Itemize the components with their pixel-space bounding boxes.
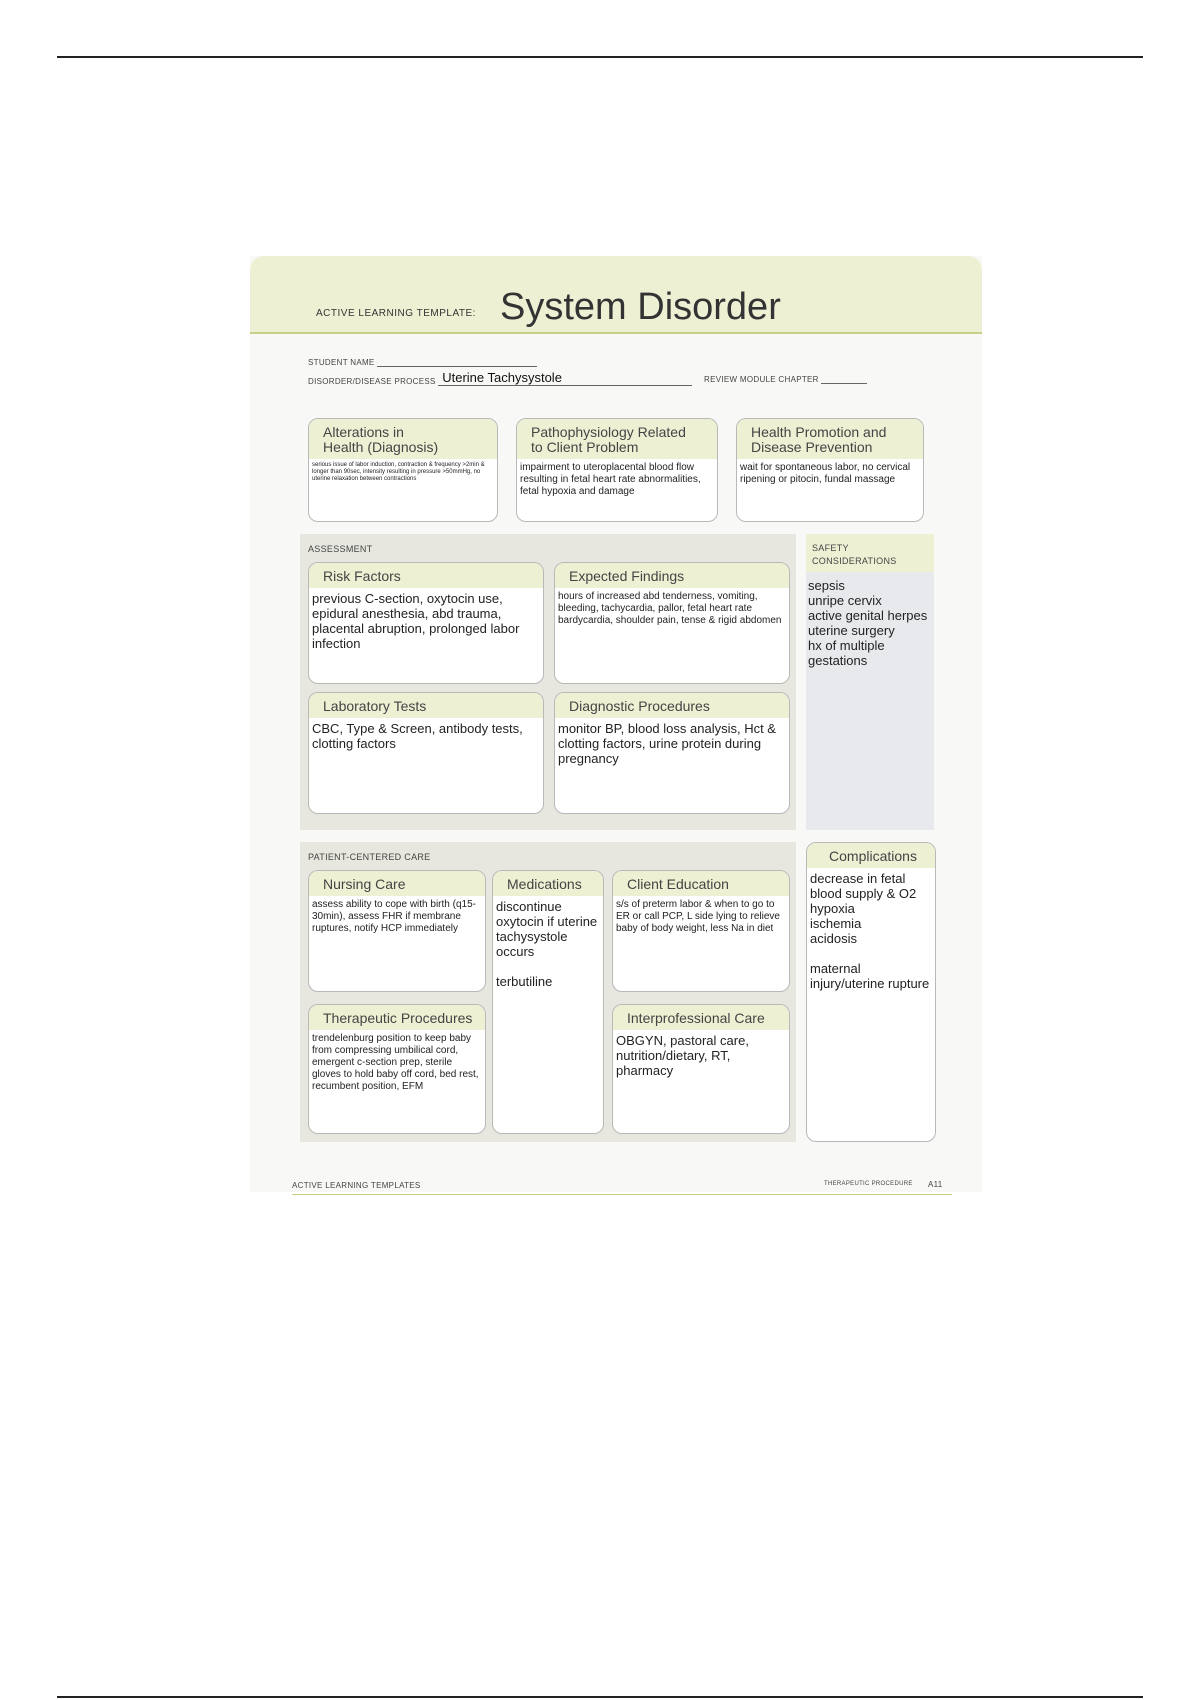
template-banner [250,256,982,334]
health-promotion-card [736,418,924,522]
template-prefix: ACTIVE LEARNING TEMPLATE: [316,308,476,319]
alterations-title: Alterations in Health (Diagnosis) [309,419,497,459]
expected-findings-body: hours of increased abd tenderness, vomiting, bleeding, tachycardia, pallor, fetal heart rate bardycardia, shoulder pain, tense & rigid abdomen [558,591,782,626]
top-rule [57,56,1143,58]
nursing-care-body: assess ability to cope with birth (q15-30min), assess FHR if membrane ruptures, notify HCP immediately [312,899,476,934]
complications-card [806,842,936,1142]
laboratory-tests-title: Laboratory Tests [309,693,543,718]
complications-title: Complications [807,843,935,868]
template-sheet [250,256,982,1192]
health-promotion-body: wait for spontaneous labor, no cervical ripening or pitocin, fundal massage [740,462,911,485]
assessment-label: ASSESSMENT [308,544,373,554]
disorder-field[interactable] [438,370,692,386]
disorder-value: Uterine Tachysystole [442,370,562,385]
student-name-label: STUDENT NAME [308,358,375,367]
review-chapter-label: REVIEW MODULE CHAPTER [704,375,819,384]
laboratory-tests-body: CBC, Type & Screen, antibody tests, clotting factors [312,721,523,751]
template-title: System Disorder [500,286,781,328]
nursing-care-card [308,870,486,992]
bottom-rule [57,1696,1143,1698]
client-education-title: Client Education [613,871,789,896]
therapeutic-procedures-title: Therapeutic Procedures [309,1005,485,1030]
interprofessional-care-card [612,1004,790,1134]
risk-factors-body: previous C-section, oxytocin use, epidural anesthesia, abd trauma, placental abruption, prolonged labor infection [312,591,520,651]
safety-considerations-title: SAFETY CONSIDERATIONS [806,534,934,572]
client-education-body: s/s of preterm labor & when to go to ER or call PCP, L side lying to relieve baby of body weight, less Na in diet [616,899,780,934]
student-name-field[interactable] [377,366,537,367]
pathophysiology-card [516,418,718,522]
review-chapter-row [704,375,867,384]
expected-findings-title: Expected Findings [555,563,789,588]
footer-left: ACTIVE LEARNING TEMPLATES [292,1181,421,1190]
interprofessional-care-body: OBGYN, pastoral care, nutrition/dietary, RT, pharmacy [616,1033,749,1078]
risk-factors-card [308,562,544,684]
risk-factors-title: Risk Factors [309,563,543,588]
medications-card [492,870,604,1134]
student-name-row [308,358,537,367]
diagnostic-procedures-body: monitor BP, blood loss analysis, Hct & clotting factors, urine protein during pregnancy [558,721,776,766]
diagnostic-procedures-card [554,692,790,814]
interprofessional-care-title: Interprofessional Care [613,1005,789,1030]
diagnostic-procedures-title: Diagnostic Procedures [555,693,789,718]
disorder-row [308,370,692,386]
footer-procedure-label: THERAPEUTIC PROCEDURE [824,1181,913,1187]
pathophysiology-title: Pathophysiology Related to Client Problem [517,419,717,459]
expected-findings-card [554,562,790,684]
complications-body: decrease in fetal blood supply & O2 hypoxia ischemia acidosis maternal injury/uterine rupture [810,871,930,991]
disorder-label: DISORDER/DISEASE PROCESS [308,377,436,386]
medications-body: discontinue oxytocin if uterine tachysystole occurs terbutiline [496,899,598,989]
client-education-card [612,870,790,992]
alterations-body: serious issue of labor induction, contraction & frequency >2min & longer than 90sec, intensity resulting in pressure >50mmHg, no uterine relaxation between contractions [312,462,485,482]
therapeutic-procedures-body: trendelenburg position to keep baby from compressing umbilical cord, emergent c-section prep, sterile gloves to hold baby off cord, bed rest, recumbent position, EFM [312,1033,479,1092]
patient-centered-care-label: PATIENT-CENTERED CARE [308,852,431,862]
alterations-card [308,418,498,522]
footer-code: A11 [928,1180,943,1189]
nursing-care-title: Nursing Care [309,871,485,896]
review-chapter-field[interactable] [821,383,867,384]
safety-considerations-panel [806,534,934,830]
footer-rule [292,1194,952,1195]
pathophysiology-body: impairment to uteroplacental blood flow resulting in fetal heart rate abnormalities, fetal hypoxia and damage [520,462,701,497]
health-promotion-title: Health Promotion and Disease Prevention [737,419,923,459]
safety-considerations-body: sepsis unripe cervix active genital herpes uterine surgery hx of multiple gestations [808,578,928,668]
laboratory-tests-card [308,692,544,814]
medications-title: Medications [493,871,603,896]
therapeutic-procedures-card [308,1004,486,1134]
